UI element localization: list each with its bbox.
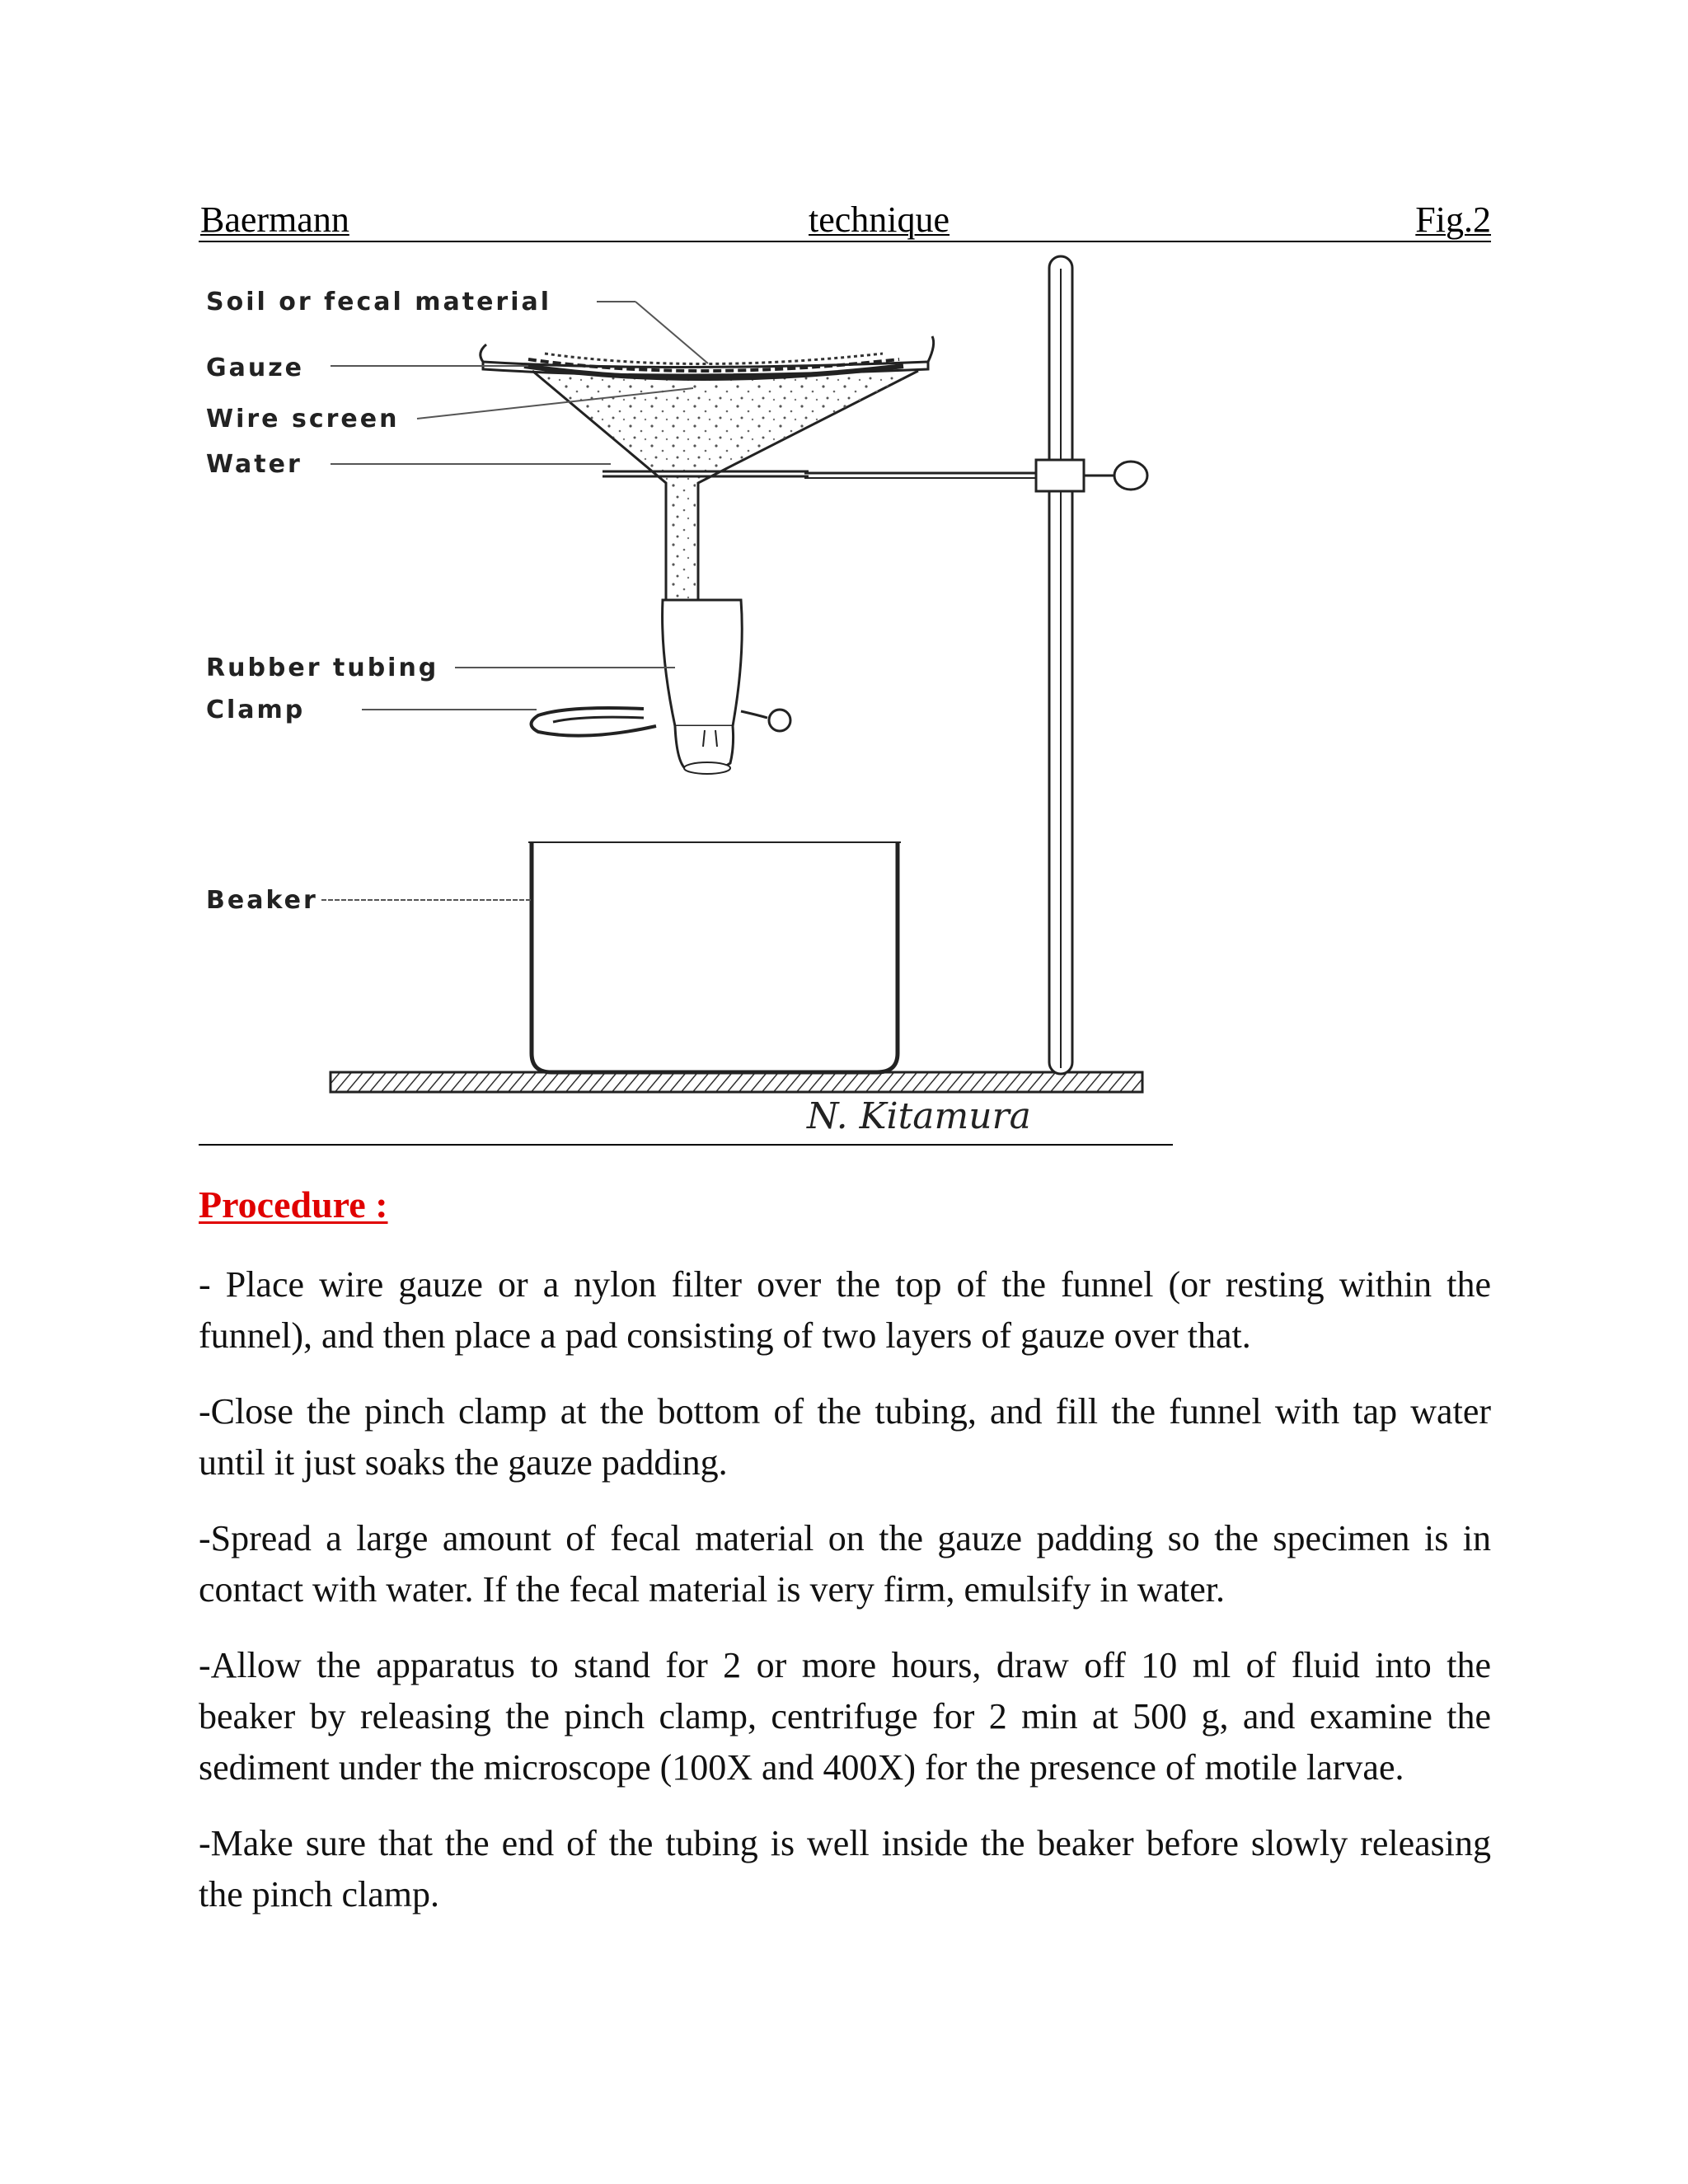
label-water: Water [206, 450, 302, 479]
figure-header [199, 199, 1491, 242]
procedure-step-4: -Allow the apparatus to stand for 2 or more hours, draw off 10 ml of fluid into the beaker by releasing the pinch clamp, centrifuge for 2 min at 500 g, and examine the sediment under the microscope (100X and 400X) for the presence of motile larvae. [199, 1645, 1491, 1788]
rubber-tubing [663, 600, 743, 774]
header-title-center: technique [809, 199, 950, 240]
label-wire-screen: Wire screen [206, 405, 400, 434]
procedure-step-2: -Close the pinch clamp at the bottom of the tubing, and fill the funnel with tap water until it just soaks the gauze padding. [199, 1391, 1491, 1483]
procedure-steps [199, 1259, 1491, 1945]
pinch-clamp [532, 708, 791, 736]
stand-pole [1049, 256, 1072, 1074]
stand-base [331, 1072, 1142, 1092]
label-gauze: Gauze [206, 354, 305, 382]
procedure-step-1: - Place wire gauze or a nylon filter over the top of the funnel (or resting within the funnel), and then place a pad consisting of two layers of gauze over that. [199, 1264, 1491, 1356]
artist-signature: N. Kitamura [807, 1095, 1031, 1137]
label-beaker: Beaker [206, 886, 318, 915]
label-rubber-tubing: Rubber tubing [206, 654, 439, 682]
procedure-heading: Procedure : [199, 1183, 388, 1226]
header-figure-number: Fig.2 [1415, 199, 1491, 240]
beaker [528, 842, 901, 1072]
procedure-step-3: -Spread a large amount of fecal material on the gauze padding so the specimen is in contact with water. If the fecal material is very firm, emulsify in water. [199, 1518, 1491, 1610]
procedure-step-5: -Make sure that the end of the tubing is well inside the beaker before slowly releasing the pinch clamp. [199, 1823, 1491, 1915]
label-soil-fecal-material: Soil or fecal material [206, 288, 552, 316]
label-clamp: Clamp [206, 696, 306, 724]
baermann-apparatus-diagram [199, 244, 1174, 1147]
ring-clamp [804, 460, 1147, 491]
header-title-left: Baermann [200, 199, 349, 240]
